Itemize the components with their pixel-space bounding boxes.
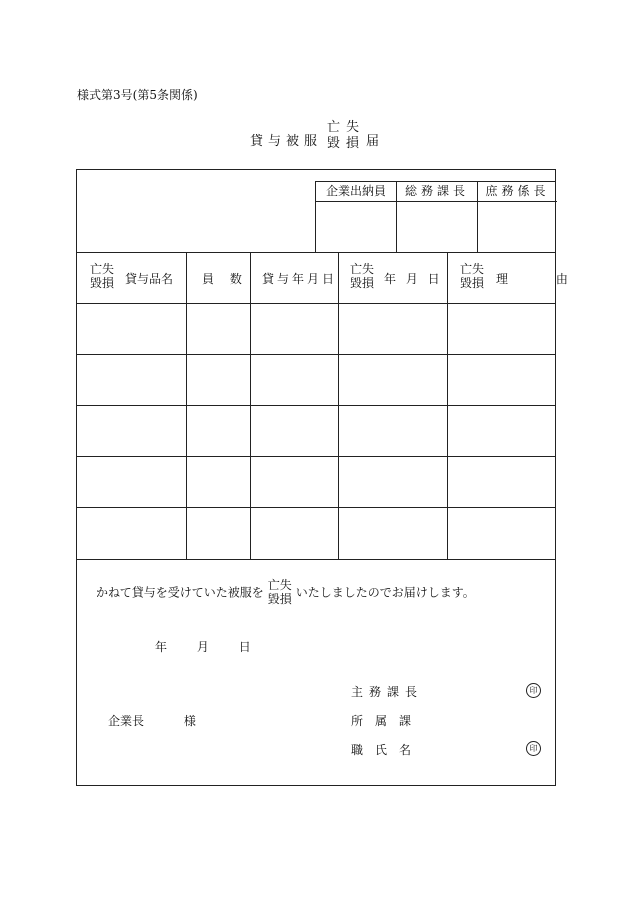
header-quantity: 員 数 xyxy=(202,272,248,286)
notice-stack: 亡失 毀損 xyxy=(267,578,292,606)
table-row[interactable] xyxy=(77,355,556,405)
approval-header-cashier: 企業出納員 xyxy=(316,182,396,202)
header-item-name: 亡失 毀損 貸与品名 xyxy=(90,262,174,290)
approval-stamp-cashier[interactable] xyxy=(316,202,396,252)
approval-stamp-general-affairs[interactable] xyxy=(397,202,477,252)
date-line xyxy=(155,638,277,655)
notice-before: かねて貸与を受けていた被服を xyxy=(96,585,264,600)
approval-header-general-affairs: 総務課長 xyxy=(397,182,477,202)
title-stack-bottom: 毀損 xyxy=(327,136,366,151)
table-row[interactable] xyxy=(77,457,556,507)
title-end: 届 xyxy=(366,134,380,149)
signature-supervisor-label: 主務課長 xyxy=(351,685,424,699)
approval-stamp-section-chief[interactable] xyxy=(478,202,557,252)
title-main: 貸与被服 xyxy=(250,134,323,149)
date-day: 日 xyxy=(238,640,251,654)
approval-box xyxy=(315,181,556,252)
table-row[interactable] xyxy=(77,508,556,559)
header-reason: 亡失 毀損 理 由 xyxy=(460,262,590,290)
table-row[interactable] xyxy=(77,304,556,354)
title-stack xyxy=(327,120,365,152)
signature-department-label: 所属課 xyxy=(351,714,424,728)
signature-name-label: 職氏名 xyxy=(351,743,424,757)
addressee-honorific: 様 xyxy=(183,714,196,728)
header-loss-date: 亡失 毀損 年 月 日 xyxy=(350,262,443,290)
table-line xyxy=(76,252,556,253)
title-stack-top: 亡失 xyxy=(327,120,366,135)
notice-sentence xyxy=(96,578,475,606)
header-stack: 亡失 毀損 xyxy=(460,262,485,290)
approval-header-section-chief: 庶務係長 xyxy=(478,182,557,202)
notice-after: いたしましたのでお届けします。 xyxy=(295,585,475,600)
addressee xyxy=(108,712,196,729)
table-body xyxy=(77,304,556,559)
date-year: 年 xyxy=(155,640,168,654)
table-line xyxy=(76,559,556,560)
table-row[interactable] xyxy=(77,406,556,456)
date-month: 月 xyxy=(196,640,209,654)
seal-icon: 印 xyxy=(526,741,541,756)
addressee-org: 企業長 xyxy=(108,714,145,728)
seal-icon: 印 xyxy=(526,683,541,698)
header-issue-date: 貸与年月日 xyxy=(262,272,338,286)
header-stack: 亡失 毀損 xyxy=(350,262,375,290)
header-stack: 亡失 毀損 xyxy=(90,262,115,290)
form-number: 様式第3号(第5条関係) xyxy=(77,88,198,102)
